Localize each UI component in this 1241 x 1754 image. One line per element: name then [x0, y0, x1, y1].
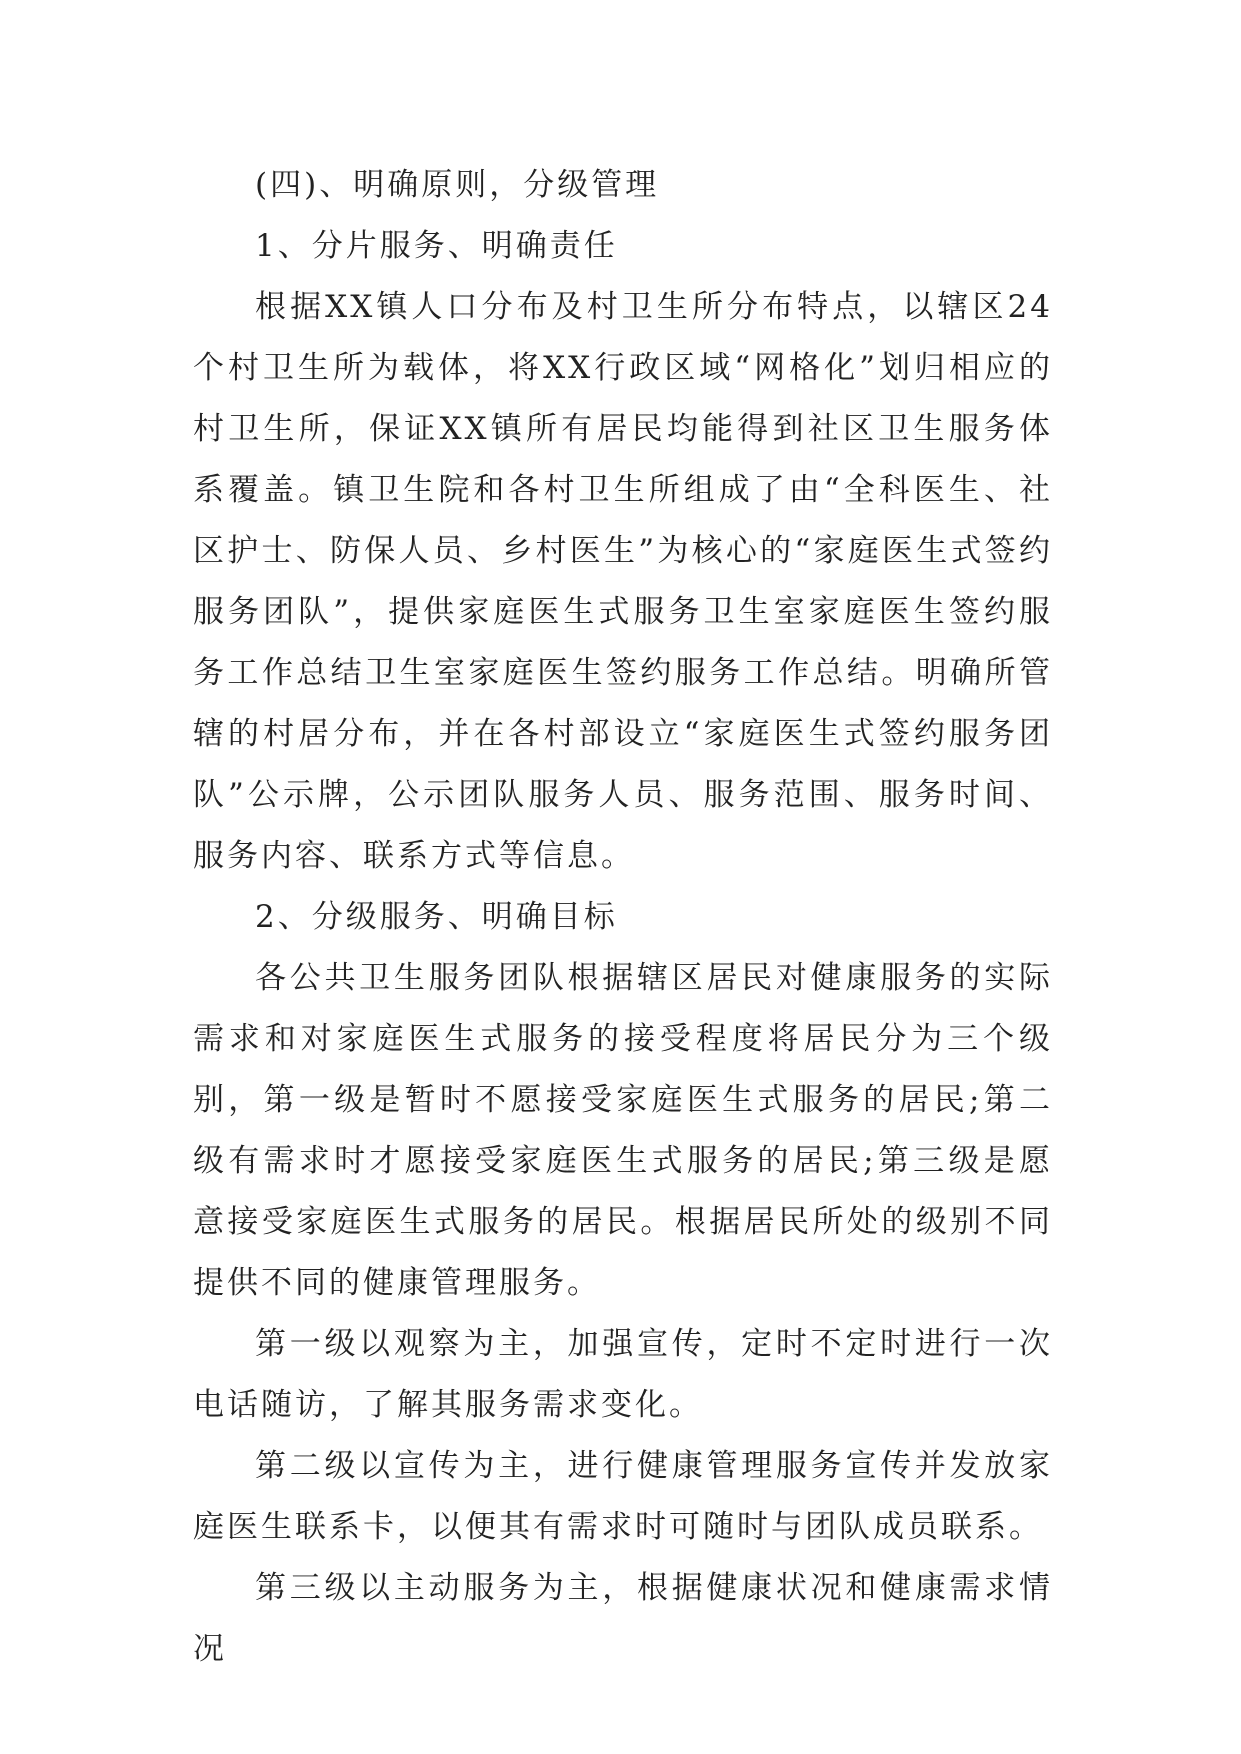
subsection-heading: 2、分级服务、明确目标 — [255, 899, 618, 935]
body-paragraph: 第二级以宣传为主，进行健康管理服务宣传并发放家庭医生联系卡，以便其有需求时可随时与团队成员联系。 — [193, 1448, 1053, 1545]
section-heading: (四)、明确原则，分级管理 — [255, 167, 660, 203]
body-paragraph: 根据XX镇人口分布及村卫生所分布特点，以辖区24个村卫生所为载体，将XX行政区域“网格化”划归相应的村卫生所，保证XX镇所有居民均能得到社区卫生服务体系覆盖。镇卫生院和各村卫生所组成了由“全科医生、社区护士、防保人员、乡村医生”为核心的“家庭医生式签约服务团队”，提供家庭医生式服务卫生室家庭医生签约服务工作总结卫生室家庭医生签约服务工作总结。明确所管辖的村居分布，并在各村部设立“家庭医生式签约服务团队”公示牌，公示团队服务人员、服务范围、服务时间、服务内容、联系方式等信息。 — [193, 289, 1053, 874]
body-paragraph: 各公共卫生服务团队根据辖区居民对健康服务的实际需求和对家庭医生式服务的接受程度将居民分为三个级别，第一级是暂时不愿接受家庭医生式服务的居民;第二级有需求时才愿接受家庭医生式服务的居民;第三级是愿意接受家庭医生式服务的居民。根据居民所处的级别不同提供不同的健康管理服务。 — [193, 960, 1053, 1301]
subsection-heading: 1、分片服务、明确责任 — [255, 228, 618, 264]
body-paragraph: 第一级以观察为主，加强宣传，定时不定时进行一次电话随访，了解其服务需求变化。 — [193, 1326, 1053, 1423]
document-body — [193, 155, 1053, 1680]
body-paragraph: 第三级以主动服务为主，根据健康状况和健康需求情况 — [193, 1570, 1053, 1667]
